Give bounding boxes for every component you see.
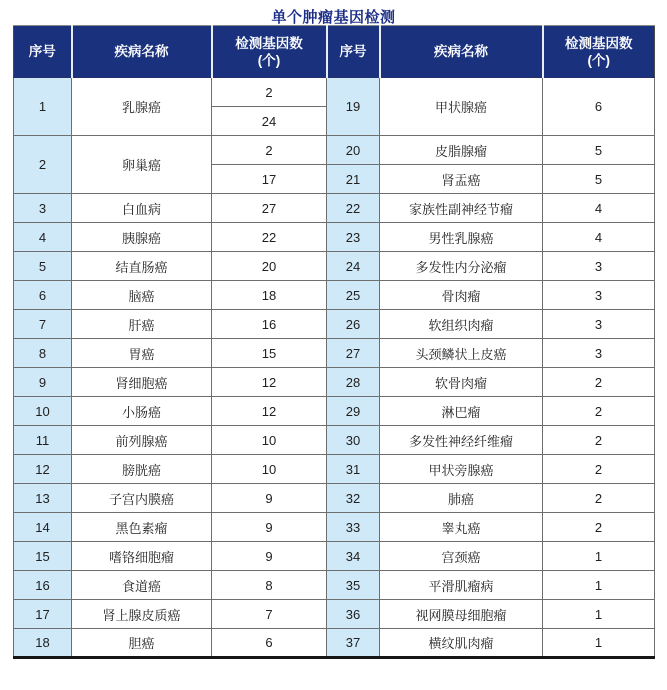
cell-genes: 10 [212, 426, 327, 455]
header-genes-line1: 检测基因数 [565, 35, 633, 51]
cell-genes: 1 [543, 542, 655, 571]
cell-no: 10 [14, 397, 72, 426]
cell-no: 15 [14, 542, 72, 571]
cell-no: 4 [14, 223, 72, 252]
table-row [14, 78, 655, 107]
cell-genes: 17 [212, 165, 327, 194]
cell-disease: 胰腺癌 [72, 223, 212, 252]
cell-disease: 脑癌 [72, 281, 212, 310]
cell-genes: 1 [543, 629, 655, 658]
cell-genes: 12 [212, 397, 327, 426]
cell-disease: 睾丸癌 [380, 513, 543, 542]
table-row [14, 397, 655, 426]
cell-disease: 肾上腺皮质癌 [72, 600, 212, 629]
header-genes-line2: (个) [257, 52, 281, 68]
cell-no: 23 [327, 223, 380, 252]
cell-genes: 10 [212, 455, 327, 484]
cell-genes: 3 [543, 310, 655, 339]
table-row [14, 629, 655, 658]
cell-no: 24 [327, 252, 380, 281]
cell-genes: 5 [543, 136, 655, 165]
cell-disease: 卵巢癌 [72, 136, 212, 194]
cell-disease: 视网膜母细胞瘤 [380, 600, 543, 629]
cell-genes: 8 [212, 571, 327, 600]
cell-genes: 24 [212, 107, 327, 136]
cell-genes: 6 [212, 629, 327, 658]
cell-no: 31 [327, 455, 380, 484]
cell-genes: 3 [543, 252, 655, 281]
table-row [14, 339, 655, 368]
cell-disease: 甲状腺癌 [380, 78, 543, 136]
gene-detection-table [13, 25, 655, 659]
cell-no: 29 [327, 397, 380, 426]
cell-genes: 4 [543, 194, 655, 223]
header-disease-left: 疾病名称 [72, 26, 212, 78]
cell-genes: 9 [212, 542, 327, 571]
cell-no: 19 [327, 78, 380, 136]
cell-disease: 皮脂腺瘤 [380, 136, 543, 165]
cell-no: 33 [327, 513, 380, 542]
cell-genes: 2 [543, 426, 655, 455]
cell-disease: 子宫内膜癌 [72, 484, 212, 513]
cell-disease: 软组织肉瘤 [380, 310, 543, 339]
cell-no: 25 [327, 281, 380, 310]
cell-no: 28 [327, 368, 380, 397]
cell-genes: 16 [212, 310, 327, 339]
cell-disease: 甲状旁腺癌 [380, 455, 543, 484]
cell-no: 7 [14, 310, 72, 339]
table-row [14, 426, 655, 455]
cell-disease: 胃癌 [72, 339, 212, 368]
cell-genes: 6 [543, 78, 655, 136]
cell-no: 2 [14, 136, 72, 194]
header-genes-line2: (个) [587, 52, 610, 68]
cell-no: 20 [327, 136, 380, 165]
cell-no: 16 [14, 571, 72, 600]
cell-genes: 12 [212, 368, 327, 397]
table-row [14, 281, 655, 310]
table-row [14, 310, 655, 339]
cell-genes: 3 [543, 339, 655, 368]
header-row [14, 26, 655, 78]
cell-no: 6 [14, 281, 72, 310]
cell-disease: 嗜铬细胞瘤 [72, 542, 212, 571]
cell-genes: 1 [543, 600, 655, 629]
cell-disease: 平滑肌瘤病 [380, 571, 543, 600]
cell-no: 3 [14, 194, 72, 223]
table-row [14, 136, 655, 165]
cell-genes: 5 [543, 165, 655, 194]
cell-genes: 9 [212, 484, 327, 513]
cell-disease: 多发性神经纤维瘤 [380, 426, 543, 455]
header-genes-line1: 检测基因数 [235, 35, 303, 51]
header-genes-right [543, 26, 655, 78]
table-row [14, 513, 655, 542]
cell-disease: 黑色素瘤 [72, 513, 212, 542]
cell-genes: 22 [212, 223, 327, 252]
header-no-right: 序号 [327, 26, 380, 78]
cell-disease: 淋巴瘤 [380, 397, 543, 426]
cell-genes: 27 [212, 194, 327, 223]
cell-no: 27 [327, 339, 380, 368]
table-row [14, 252, 655, 281]
cell-no: 34 [327, 542, 380, 571]
cell-no: 1 [14, 78, 72, 136]
cell-disease: 小肠癌 [72, 397, 212, 426]
cell-genes: 2 [543, 484, 655, 513]
cell-genes: 2 [212, 136, 327, 165]
cell-disease: 软骨肉瘤 [380, 368, 543, 397]
cell-disease: 膀胱癌 [72, 455, 212, 484]
cell-no: 36 [327, 600, 380, 629]
cell-no: 17 [14, 600, 72, 629]
table-title: 单个肿瘤基因检测 [271, 9, 396, 26]
cell-disease: 白血病 [72, 194, 212, 223]
cell-no: 21 [327, 165, 380, 194]
cell-disease: 食道癌 [72, 571, 212, 600]
cell-disease: 肾细胞癌 [72, 368, 212, 397]
cell-disease: 前列腺癌 [72, 426, 212, 455]
cell-disease: 骨肉瘤 [380, 281, 543, 310]
table-row [14, 600, 655, 629]
cell-disease: 男性乳腺癌 [380, 223, 543, 252]
cell-no: 11 [14, 426, 72, 455]
cell-no: 37 [327, 629, 380, 658]
cell-genes: 9 [212, 513, 327, 542]
cell-no: 8 [14, 339, 72, 368]
cell-genes: 3 [543, 281, 655, 310]
cell-disease: 乳腺癌 [72, 78, 212, 136]
cell-disease: 多发性内分泌瘤 [380, 252, 543, 281]
cell-no: 26 [327, 310, 380, 339]
cell-disease: 胆癌 [72, 629, 212, 658]
cell-disease: 宫颈癌 [380, 542, 543, 571]
cell-genes: 4 [543, 223, 655, 252]
table-row [14, 455, 655, 484]
cell-no: 22 [327, 194, 380, 223]
header-no-left: 序号 [14, 26, 72, 78]
cell-disease: 结直肠癌 [72, 252, 212, 281]
cell-disease: 肾盂癌 [380, 165, 543, 194]
cell-genes: 15 [212, 339, 327, 368]
cell-no: 5 [14, 252, 72, 281]
table-row [14, 223, 655, 252]
header-disease-right: 疾病名称 [380, 26, 543, 78]
cell-genes: 2 [543, 368, 655, 397]
cell-disease: 横纹肌肉瘤 [380, 629, 543, 658]
cell-genes: 2 [543, 513, 655, 542]
table-row [14, 484, 655, 513]
table-row [14, 194, 655, 223]
cell-genes: 2 [543, 455, 655, 484]
table-row [14, 542, 655, 571]
cell-genes: 20 [212, 252, 327, 281]
cell-genes: 7 [212, 600, 327, 629]
cell-disease: 肝癌 [72, 310, 212, 339]
cell-no: 30 [327, 426, 380, 455]
cell-no: 9 [14, 368, 72, 397]
header-genes-left [212, 26, 327, 78]
cell-no: 12 [14, 455, 72, 484]
cell-disease: 头颈鳞状上皮癌 [380, 339, 543, 368]
cell-no: 35 [327, 571, 380, 600]
cell-genes: 18 [212, 281, 327, 310]
table-row [14, 368, 655, 397]
cell-no: 32 [327, 484, 380, 513]
cell-genes: 1 [543, 571, 655, 600]
table-row [14, 571, 655, 600]
cell-disease: 肺癌 [380, 484, 543, 513]
cell-no: 13 [14, 484, 72, 513]
cell-no: 14 [14, 513, 72, 542]
cell-genes: 2 [543, 397, 655, 426]
cell-genes: 2 [212, 78, 327, 107]
cell-no: 18 [14, 629, 72, 658]
cell-disease: 家族性副神经节瘤 [380, 194, 543, 223]
